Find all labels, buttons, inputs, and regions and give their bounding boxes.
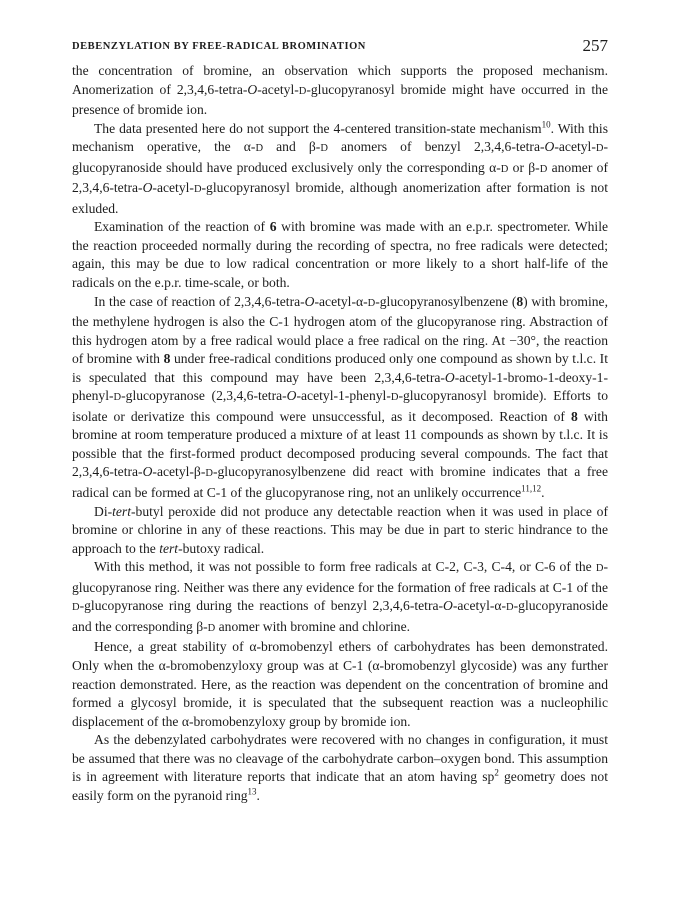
text-run: the concentration of bromine, an observation which supports the proposed mechanism. Anomerization of 2,3,4,6-tetra- <box>72 63 608 97</box>
small-caps-text: D <box>205 468 213 480</box>
reference-superscript: 11,12 <box>521 483 542 494</box>
text-run: -acetyl-α- <box>452 598 507 614</box>
reference-superscript: 13 <box>247 786 257 797</box>
italic-text: O <box>247 81 258 97</box>
italic-text: O <box>142 464 153 480</box>
text-run: Di- <box>94 503 113 519</box>
small-caps-text: D <box>207 622 216 634</box>
compound-number: 6 <box>269 219 277 235</box>
text-run: -glucopyranosyl bromide). Efforts to isolate or derivatize this compound were unsuccessful, as it decomposed. Reaction of <box>72 388 608 424</box>
text-run: -acetyl- <box>152 180 194 196</box>
page-number: 257 <box>582 36 608 55</box>
text-run: Hence, a great stability of α-bromobenzyl ethers of carbohydrates has been demonstrated. Only when the α-bromobenzyloxy group was at C-1 (α-bromobenzyl glycoside) was any further reaction demonstrated. Here, as the reaction was dependent on the concentration of bromine and formed a glycosyl bromide, it is speculated that the subsequent reaction was a nucleophilic displacement of the α-bromobenzyloxy group by bromide ion. <box>72 639 608 729</box>
text-run: -glucopyranose ring. Neither was there any evidence for the formation of free radicals at C-1 of the <box>72 559 608 595</box>
small-caps-text: D <box>595 143 604 155</box>
compound-number: 8 <box>570 408 578 424</box>
italic-text: O <box>544 139 555 155</box>
text-run: The data presented here do not support the 4-centered transition-state mechanism <box>94 120 542 136</box>
body-paragraph <box>72 503 608 559</box>
running-head: DEBENZYLATION BY FREE-RADICAL BROMINATION <box>72 41 366 52</box>
small-caps-text: D <box>113 392 122 404</box>
text-run: As the debenzylated carbohydrates were recovered with no changes in configuration, it must be assumed that there was no cleavage of the carbohydrate carbon–oxygen bond. This assumption is in agreement with literature reports that indicate that an atom having sp <box>72 732 608 785</box>
italic-text: O <box>142 180 153 196</box>
text-run: . With this mechanism operative, the α- <box>72 120 608 155</box>
text-run: or β- <box>508 159 540 175</box>
text-run: -glucopyranose ring during the reactions of benzyl 2,3,4,6-tetra- <box>79 598 444 614</box>
text-run: under free-radical conditions produced only one compound as shown by t.l.c. It is speculated that this compound may have been 2,3,4,6-tetra- <box>72 351 608 385</box>
small-caps-text: D <box>367 297 376 309</box>
small-caps-text: D <box>298 85 307 97</box>
small-caps-text: D <box>539 163 548 175</box>
text-run: Examination of the reaction of <box>94 219 270 235</box>
small-caps-text: D <box>193 184 202 196</box>
text-run: ) with bromine, the methylene hydrogen is also the C-1 hydrogen atom of the glucopyranose ring. Abstraction of this hydrogen atom by a free radical would place a free radical on the ring. At −30°, the reaction of bromine with <box>72 293 608 367</box>
small-caps-text: D <box>390 392 399 404</box>
text-run: -butyl peroxide did not produce any detectable reaction when it was used in place of bromine or chlorine in any of these reactions. This may be due in part to steric hindrance to the approach to the <box>72 503 608 556</box>
text-run: . <box>541 485 545 501</box>
text-run: and β- <box>263 139 321 155</box>
text-run: With this method, it was not possible to form free radicals at C-2, C-3, C-4, or C-6 of the <box>94 559 596 575</box>
text-run: with bromine was made with an e.p.r. spectrometer. While the reaction proceeded normally during the recording of spectra, no free radicals were detected; again, this may be due to low radical concentration or more likely to a short half-life of the radicals on the e.p.r. time-scale, or both. <box>72 219 609 291</box>
text-run: -acetyl- <box>554 139 596 155</box>
small-caps-text: D <box>320 143 328 155</box>
body-paragraph <box>72 731 608 805</box>
body-paragraph <box>72 62 608 120</box>
body-paragraph <box>72 558 608 638</box>
journal-page <box>72 36 608 805</box>
page-header <box>72 36 608 62</box>
text-run: anomer with bromine and chlorine. <box>215 618 411 634</box>
text-run: -acetyl-α- <box>314 293 368 309</box>
italic-text: tert <box>159 540 179 556</box>
text-run: -glucopyranosylbenzene ( <box>375 293 517 309</box>
small-caps-text: D <box>500 163 509 175</box>
small-caps-text: D <box>72 602 80 614</box>
reference-superscript: 10 <box>541 119 551 130</box>
body-paragraph <box>72 638 608 731</box>
text-run: In the case of reaction of 2,3,4,6-tetra- <box>94 293 305 309</box>
article-body <box>72 62 608 805</box>
text-run: geometry does not easily form on the pyranoid ring <box>72 769 609 803</box>
italic-text: O <box>444 369 455 385</box>
reference-superscript: 2 <box>494 767 499 778</box>
italic-text: tert <box>112 503 132 519</box>
italic-text: O <box>443 598 453 614</box>
compound-number: 8 <box>163 351 171 367</box>
text-run: -glucopyranosylbenzene did react with bromine indicates that a free radical can be formed at C-1 of the glucopyranose ring, not an unlikely occurrence <box>72 464 608 501</box>
text-run: -acetyl-1-bromo-1-deoxy-1-phenyl- <box>72 369 608 404</box>
small-caps-text: D <box>255 143 264 155</box>
small-caps-text: D <box>595 563 604 575</box>
text-run: -glucopyranosyl bromide, although anomerization after formation is not exluded. <box>72 180 608 216</box>
text-run: -glucopyranose (2,3,4,6-tetra- <box>121 388 287 404</box>
small-caps-text: D <box>506 602 514 614</box>
text-run: -acetyl-β- <box>152 464 206 480</box>
text-run: -butoxy radical. <box>178 540 265 556</box>
text-run: . <box>256 787 260 803</box>
compound-number: 8 <box>516 293 524 309</box>
text-run: -glucopyranoside should have produced exclusively only the corresponding α- <box>72 139 608 175</box>
italic-text: O <box>304 293 315 309</box>
text-run: with bromine at room temperature produced a mixture of at least 11 compounds as shown by t.l.c. It is possible that the first-formed product decomposed producing several compounds. The fact that 2,3,4,6-tetra- <box>72 408 608 480</box>
italic-text: O <box>286 388 297 404</box>
body-paragraph <box>72 120 608 219</box>
text-run: -glucopyranosyl bromide might have occurred in the presence of bromide ion. <box>72 81 609 118</box>
body-paragraph <box>72 218 608 292</box>
text-run: anomers of benzyl 2,3,4,6-tetra- <box>327 139 545 155</box>
text-run: -glucopyranoside and the corresponding β- <box>72 598 608 634</box>
text-run: -acetyl- <box>257 81 299 97</box>
text-run: -acetyl-1-phenyl- <box>296 388 391 404</box>
text-run: anomer of 2,3,4,6-tetra- <box>72 159 608 196</box>
body-paragraph <box>72 293 608 503</box>
